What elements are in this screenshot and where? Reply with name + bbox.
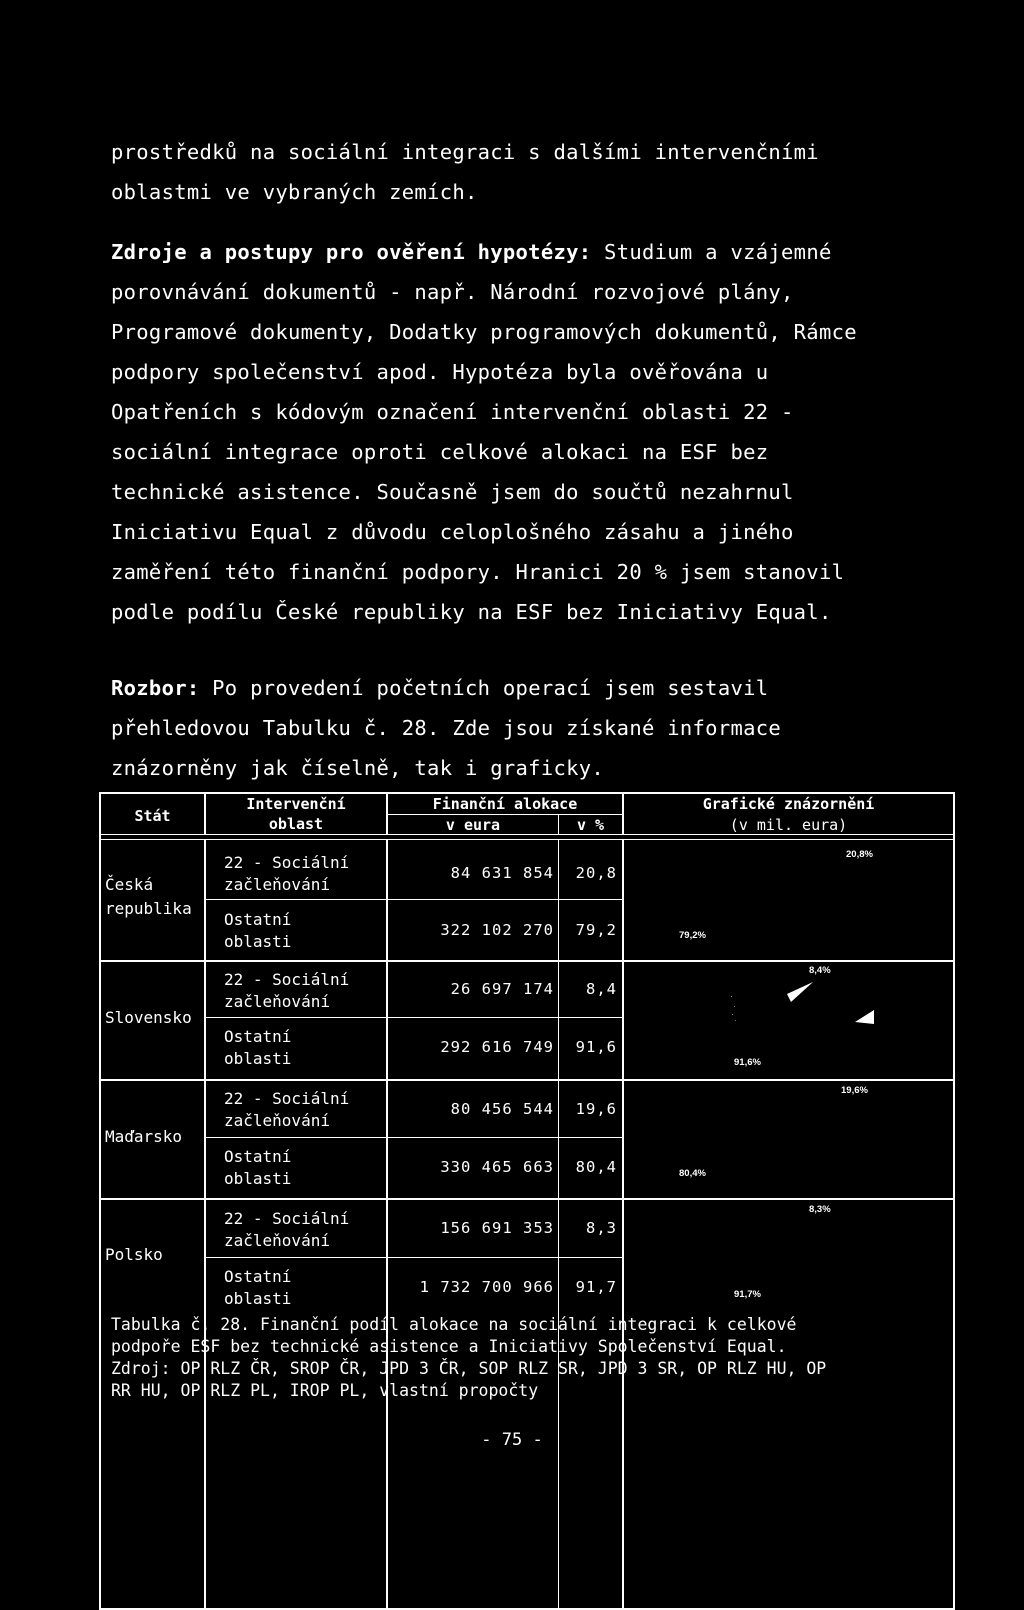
table-divider — [386, 814, 624, 815]
area-name: Ostatní — [224, 910, 292, 929]
state-name: Maďarsko — [105, 1127, 183, 1146]
allocation-eur: 80 456 544 — [450, 1100, 554, 1118]
caption-line: Tabulka č. 28. Finanční podíl alokace na sociální integraci k celkové — [111, 1315, 797, 1334]
header-graph: Grafické znázornění — [702, 795, 875, 813]
pie-label-large: 79,2% — [679, 930, 706, 941]
analysis-label: Rozbor: — [111, 676, 200, 700]
allocation-percent: 79,2 — [575, 921, 617, 939]
header-graph-unit: (v mil. eura) — [729, 816, 848, 834]
text-line: sociální integrace oproti celkové alokaci na ESF bez — [111, 440, 769, 464]
text-line: přehledovou Tabulku č. 28. Zde jsou získané informace — [111, 716, 782, 740]
header-state: Stát — [134, 807, 171, 825]
area-name: Ostatní — [224, 1267, 292, 1286]
text-line: Programové dokumenty, Dodatky programových dokumentů, Rámce — [111, 320, 857, 344]
text-line: Iniciativu Equal z důvodu celoplošného zásahu a jiného — [111, 520, 794, 544]
analysis-paragraph — [111, 668, 951, 788]
area-name: 22 - Sociální — [224, 1089, 350, 1108]
area-name: oblasti — [224, 1169, 292, 1188]
table-divider — [101, 1198, 953, 1200]
area-name: oblasti — [224, 1049, 292, 1068]
allocation-eur: 292 616 749 — [440, 1038, 554, 1056]
caption-line: RR HU, OP RLZ PL, IROP PL, vlastní propočty — [111, 1381, 539, 1400]
text-span: Studium a vzájemné — [591, 240, 832, 264]
text-line: oblastmi ve vybraných zemích. — [111, 180, 478, 204]
allocation-eur: 1 732 700 966 — [419, 1278, 554, 1296]
page-number: - 75 - — [481, 1430, 543, 1450]
table-divider — [204, 840, 206, 1608]
area-name: 22 - Sociální — [224, 1209, 350, 1228]
area-name: oblasti — [224, 932, 292, 951]
text-line: zaměření této finanční podpory. Hranici 20 % jsem stanovil — [111, 560, 845, 584]
allocation-percent: 19,6 — [575, 1100, 617, 1118]
caption-line: Zdroj: OP RLZ ČR, SROP ČR, JPD 3 ČR, SOP RLZ SR, JPD 3 SR, OP RLZ HU, OP — [111, 1359, 827, 1378]
allocation-eur: 84 631 854 — [450, 864, 554, 882]
allocation-percent: 91,6 — [575, 1038, 617, 1056]
text-line: prostředků na sociální integraci s dalšími intervenčními — [111, 140, 819, 164]
allocation-percent: 8,4 — [586, 980, 617, 998]
table-divider — [206, 1017, 624, 1018]
pie-label-small: 8,4% — [809, 965, 831, 976]
table-divider — [622, 840, 624, 1608]
table-divider — [206, 1137, 624, 1138]
header-eur: v eura — [445, 816, 501, 834]
table-divider — [206, 899, 624, 900]
table-divider — [101, 834, 953, 835]
pie-label-large: 91,6% — [734, 1057, 761, 1068]
area-name: oblasti — [224, 1289, 292, 1308]
pie-label-large: 80,4% — [679, 1168, 706, 1179]
allocation-eur: 322 102 270 — [440, 921, 554, 939]
pie-slice-small — [787, 982, 813, 1002]
table-divider — [101, 960, 953, 962]
allocation-eur: 26 697 174 — [450, 980, 554, 998]
state-name: Polsko — [105, 1245, 163, 1264]
table-divider — [206, 1257, 624, 1258]
pie-label-small: 20,8% — [846, 849, 873, 860]
table-divider — [101, 839, 953, 840]
pie-label-small: 19,6% — [841, 1085, 868, 1096]
pie-slice-small — [781, 861, 831, 901]
table-divider — [101, 1079, 953, 1081]
sources-paragraph — [111, 232, 951, 632]
scan-speck — [731, 996, 732, 997]
allocation-percent: 91,7 — [575, 1278, 617, 1296]
allocation-percent: 80,4 — [575, 1158, 617, 1176]
pie-chart-cz — [721, 856, 841, 946]
text-line: podpory společenství apod. Hypotéza byla ověřována u — [111, 360, 769, 384]
scan-speck — [734, 1006, 735, 1007]
header-percent: v % — [576, 816, 605, 834]
header-area: Intervenční — [246, 795, 346, 813]
text-line: podle podílu České republiky na ESF bez Iniciativy Equal. — [111, 600, 832, 624]
allocation-percent: 20,8 — [575, 864, 617, 882]
area-name: Ostatní — [224, 1027, 292, 1046]
pie-slice-edge — [855, 1010, 874, 1024]
intro-paragraph — [111, 132, 951, 212]
allocation-table — [99, 792, 955, 1610]
state-name: Česká — [105, 875, 154, 894]
caption-line: podpoře ESF bez technické asistence a Iniciativy Společenství Equal. — [111, 1337, 787, 1356]
text-line: porovnávání dokumentů - např. Národní rozvojové plány, — [111, 280, 794, 304]
allocation-eur: 330 465 663 — [440, 1158, 554, 1176]
pie-label-small: 8,3% — [809, 1204, 831, 1215]
area-name: Ostatní — [224, 1147, 292, 1166]
text-line — [111, 232, 951, 272]
text-line: znázorněny jak číselně, tak i graficky. — [111, 756, 605, 780]
area-name: začleňování — [224, 992, 330, 1011]
header-allocation: Finanční alokace — [432, 795, 578, 813]
pie-label-large: 91,7% — [734, 1289, 761, 1300]
allocation-eur: 156 691 353 — [440, 1219, 554, 1237]
state-name: Slovensko — [105, 1008, 192, 1027]
scan-speck — [735, 1020, 736, 1021]
area-name: začleňování — [224, 875, 330, 894]
header-area: oblast — [268, 815, 324, 833]
text-line: technické asistence. Současně jsem do součtů nezahrnul — [111, 480, 794, 504]
table-caption — [111, 1314, 971, 1402]
sources-label: Zdroje a postupy pro ověření hypotézy: — [111, 240, 592, 264]
scan-speck — [732, 1014, 733, 1015]
pie-chart-sk — [721, 974, 881, 1064]
allocation-percent: 8,3 — [586, 1219, 617, 1237]
state-name: republika — [105, 899, 192, 918]
text-span: Po provedení početních operací jsem sestavil — [199, 676, 769, 700]
text-line — [111, 668, 951, 708]
text-line: Opatřeních s kódovým označení intervenční oblasti 22 - — [111, 400, 794, 424]
area-name: začleňování — [224, 1111, 330, 1130]
area-name: 22 - Sociální — [224, 970, 350, 989]
area-name: 22 - Sociální — [224, 853, 350, 872]
area-name: začleňování — [224, 1231, 330, 1250]
